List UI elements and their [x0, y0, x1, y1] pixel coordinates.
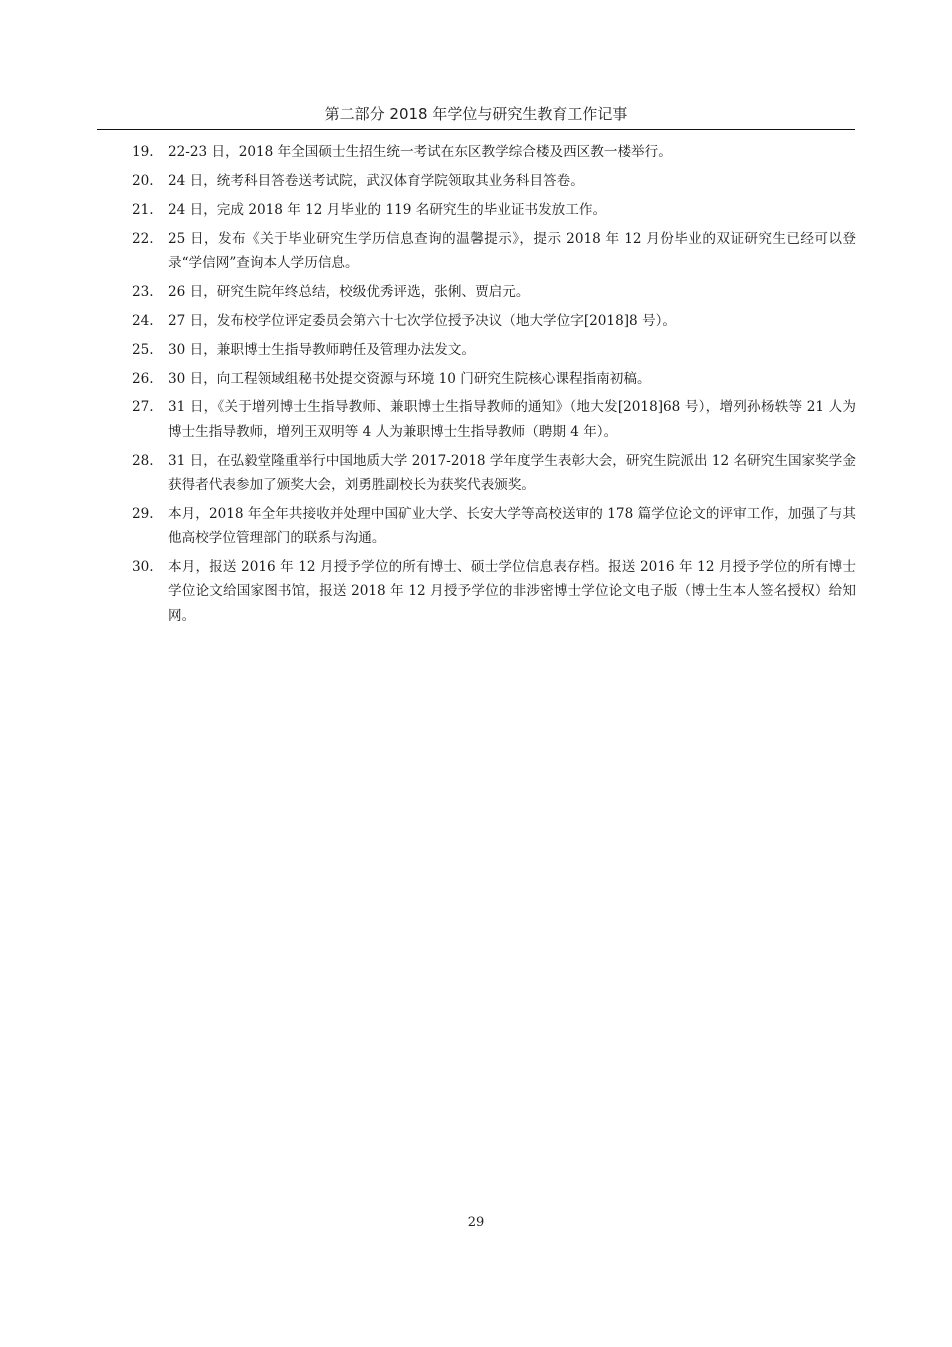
list-item — [132, 280, 856, 304]
header-rule — [97, 129, 855, 130]
list-item — [132, 227, 856, 276]
item-text: 31 日，《关于增列博士生指导教师、兼职博士生指导教师的通知》（地大发[2018]68 号），增列孙杨轶等 21 人为博士生指导教师，增列王双明等 4 人为兼职博士生指导教师（聘期 4 年）。 — [168, 399, 856, 440]
item-text: 24 日，完成 2018 年 12 月毕业的 119 名研究生的毕业证书发放工作。 — [168, 201, 607, 218]
running-header: 第二部分 2018 年学位与研究生教育工作记事 — [324, 105, 628, 123]
event-list — [132, 140, 856, 632]
list-item — [132, 140, 856, 164]
list-item — [132, 555, 856, 628]
item-text: 24 日，统考科目答卷送考试院，武汉体育学院领取其业务科目答卷。 — [168, 172, 584, 189]
item-text: 25 日，发布《关于毕业研究生学历信息查询的温馨提示》，提示 2018 年 12 月份毕业的双证研究生已经可以登录“学信网”查询本人学历信息。 — [168, 230, 856, 271]
list-item — [132, 309, 856, 333]
list-item — [132, 449, 856, 498]
item-number: 28. — [132, 452, 154, 469]
item-number: 20. — [132, 172, 154, 189]
list-item — [132, 367, 856, 391]
item-text: 31 日，在弘毅堂隆重举行中国地质大学 2017-2018 学年度学生表彰大会，研究生院派出 12 名研究生国家奖学金获得者代表参加了颁奖大会，刘勇胜副校长为获奖代表颁奖。 — [168, 452, 856, 493]
item-number: 26. — [132, 370, 154, 387]
item-number: 22. — [132, 230, 154, 247]
item-text: 22-23 日，2018 年全国硕士生招生统一考试在东区教学综合楼及西区教一楼举行。 — [168, 144, 672, 160]
item-text: 本月，2018 年全年共接收并处理中国矿业大学、长安大学等高校送审的 178 篇学位论文的评审工作，加强了与其他高校学位管理部门的联系与沟通。 — [168, 505, 856, 547]
item-number: 25. — [132, 341, 154, 358]
item-number: 24. — [132, 312, 154, 329]
item-text: 本月，报送 2016 年 12 月授予学位的所有博士、硕士学位信息表存档。报送 2016 年 12 月授予学位的所有博士学位论文给国家图书馆，报送 2018 年 12 月授予学位的非涉密博士学位论文电子版（博士生本人签名授权）给知网。 — [168, 558, 856, 624]
item-number: 30. — [132, 558, 154, 575]
item-text: 27 日，发布校学位评定委员会第六十七次学位授予决议（地大学位字[2018]8 号）。 — [168, 312, 676, 329]
list-item — [132, 198, 856, 222]
item-number: 21. — [132, 201, 154, 218]
item-number: 19. — [132, 144, 154, 160]
item-number: 23. — [132, 283, 154, 300]
item-text: 30 日，兼职博士生指导教师聘任及管理办法发文。 — [168, 341, 476, 358]
item-number: 29. — [132, 505, 154, 522]
list-item — [132, 169, 856, 193]
list-item — [132, 338, 856, 362]
page-number: 29 — [467, 1215, 485, 1230]
item-text: 30 日，向工程领域组秘书处提交资源与环境 10 门研究生院核心课程指南初稿。 — [168, 370, 651, 387]
list-item — [132, 395, 856, 444]
item-text: 26 日，研究生院年终总结，校级优秀评选，张俐、贾启元。 — [168, 283, 530, 300]
list-item — [132, 502, 856, 551]
item-number: 27. — [132, 399, 154, 416]
